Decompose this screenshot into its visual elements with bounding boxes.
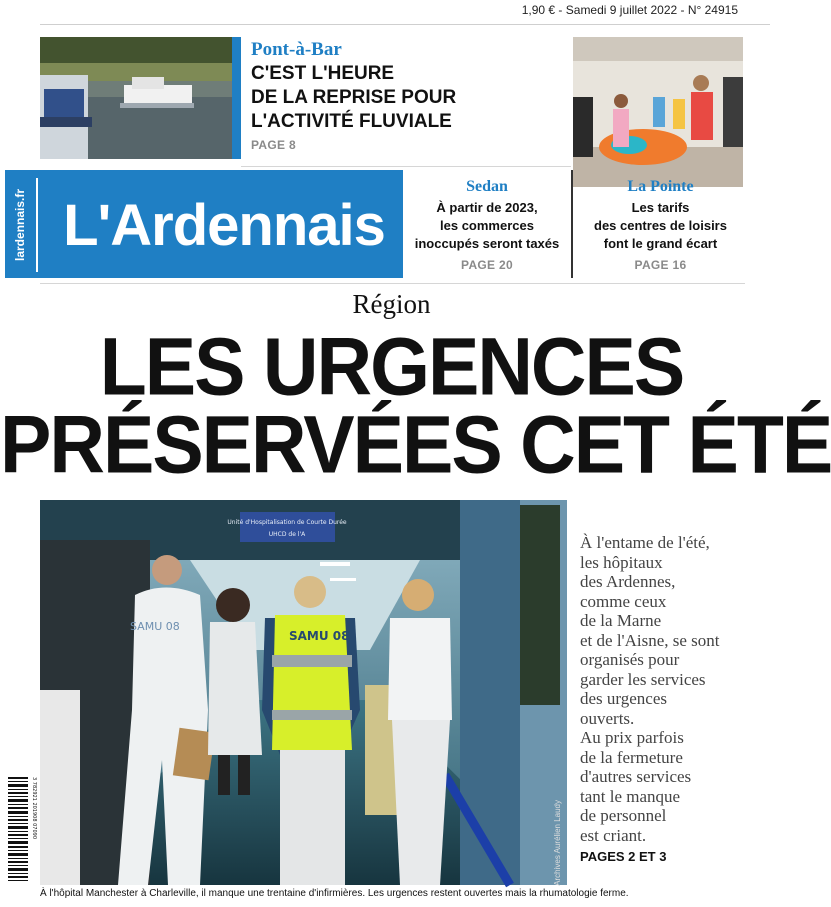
- coat-text: SAMU 08: [130, 620, 180, 633]
- photo-credit: Archives Aurélien Laudy: [553, 800, 562, 886]
- photo-caption: À l'hôpital Manchester à Charleville, il manque une trentaine d'infirmières. Les urgences restent ouvertes mais la rhumatologie ferme.: [40, 888, 629, 899]
- headline-line-2[interactable]: PRÉSERVÉES CET ÉTÉ: [0, 399, 831, 491]
- teaser-title: Les tarifs des centres de loisirs font le grand écart: [594, 200, 727, 251]
- headline-line-1[interactable]: LES URGENCES: [99, 321, 684, 413]
- teaser-page: PAGE 8: [251, 138, 296, 152]
- main-photo[interactable]: [40, 500, 567, 885]
- masthead-divider: [36, 178, 38, 272]
- children-photo[interactable]: [573, 37, 743, 187]
- boat-photo[interactable]: [40, 37, 232, 159]
- teaser-page: PAGE 16: [634, 258, 687, 272]
- newspaper-logo: L'Ardennais: [63, 192, 385, 258]
- site-url[interactable]: lardennais.fr: [13, 188, 27, 262]
- pages-reference[interactable]: PAGES 2 ET 3: [580, 849, 667, 864]
- teaser-sedan[interactable]: [407, 178, 567, 274]
- teaser-la-pointe[interactable]: [578, 178, 743, 274]
- teaser-pont-a-bar[interactable]: [251, 39, 551, 152]
- teaser-page: PAGE 20: [461, 258, 513, 272]
- section-label: Région: [352, 289, 431, 319]
- top-rule: [40, 24, 770, 25]
- barcode: [6, 775, 36, 885]
- lead-text: À l'entame de l'été, les hôpitaux des Ardennes, comme ceux de la Marne et de l'Aisne, se sont organisés pour garder les services des urgences ouverts. Au prix parfois de la fermeture d'autres services tant le manque de personnel est criant.: [580, 533, 720, 845]
- vest-text: SAMU 08: [289, 629, 350, 643]
- teaser-kicker: La Pointe: [627, 178, 694, 195]
- teaser-title: C'EST L'HEURE DE LA REPRISE POUR L'ACTIVITÉ FLUVIALE: [251, 63, 457, 132]
- teaser-accent-bar: [232, 37, 241, 159]
- teaser-rule: [241, 166, 571, 167]
- barcode-number: 3 782921 201908 07090: [31, 777, 37, 840]
- column-divider: [571, 170, 573, 278]
- masthead-rule: [40, 283, 745, 284]
- corridor-sign-2: UHCD de l'A: [268, 531, 306, 538]
- corridor-sign: Unité d'Hospitalisation de Courte Durée: [227, 519, 347, 526]
- teaser-kicker: Pont-à-Bar: [251, 39, 342, 60]
- teaser-title: À partir de 2023, les commerces inoccupés seront taxés: [414, 200, 560, 251]
- dateline: 1,90 € - Samedi 9 juillet 2022 - N° 24915: [521, 3, 738, 17]
- lead-paragraph: [580, 533, 750, 867]
- teaser-kicker: Sedan: [466, 178, 508, 195]
